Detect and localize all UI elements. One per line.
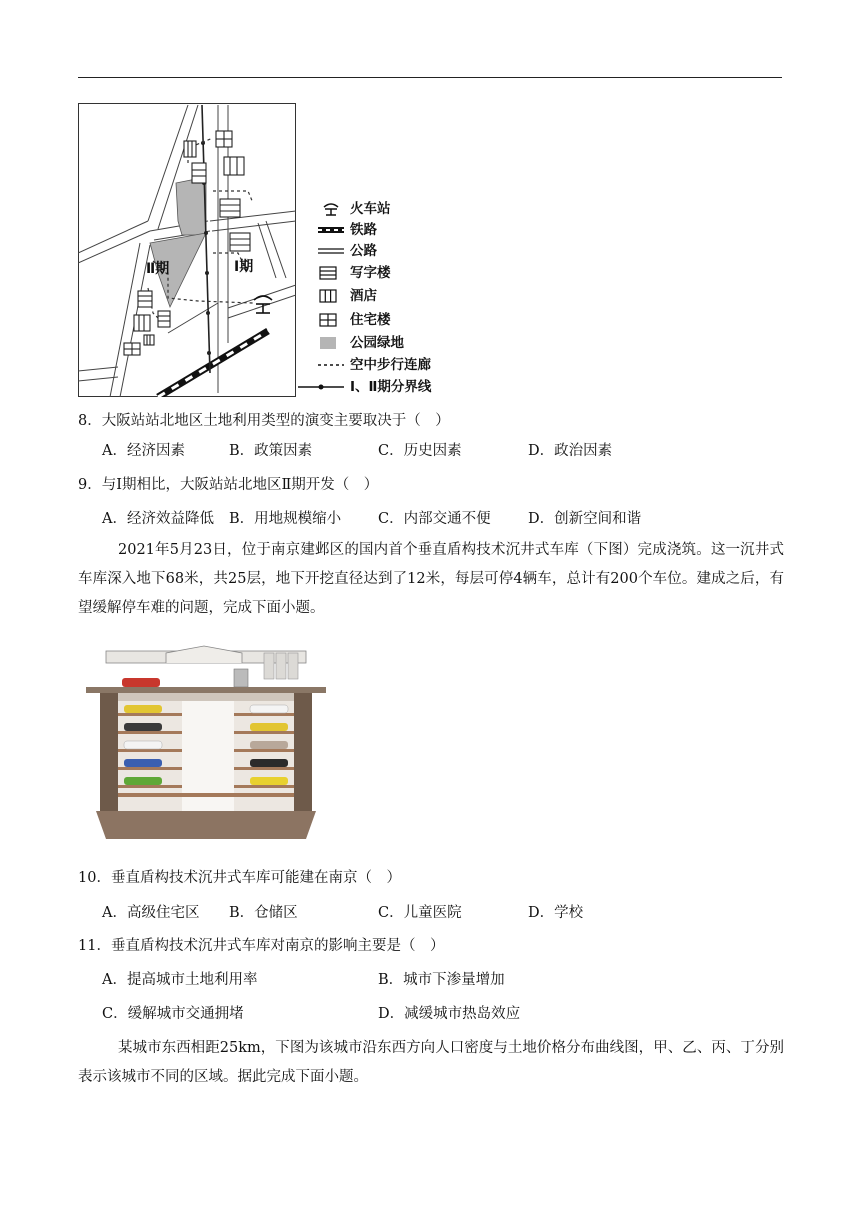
legend-item: 火车站 bbox=[318, 199, 391, 219]
q9-option-b[interactable]: B．用地规模缩小 bbox=[229, 511, 342, 527]
hotel-icon bbox=[318, 289, 344, 303]
office-building-icon bbox=[318, 266, 344, 280]
phase-boundary-icon bbox=[298, 380, 344, 394]
train-station-icon bbox=[318, 202, 344, 216]
question-10-stem: 10．垂直盾构技术沉井式车库可能建在南京（ ） bbox=[78, 870, 401, 886]
phase1-label: Ⅰ期 bbox=[234, 259, 254, 275]
header-rule bbox=[78, 77, 782, 78]
legend-item: 住宅楼 bbox=[318, 310, 391, 330]
passage-city-density: 某城市东西相距25km，下图为该城市沿东西方向人口密度与土地价格分布曲线图，甲、乙、丙、丁分别表示该城市不同的区域。据此完成下面小题。 bbox=[78, 1040, 784, 1085]
q9-option-a[interactable]: A．经济效益降低 bbox=[102, 511, 214, 527]
osaka-map bbox=[78, 103, 296, 397]
park-green-icon bbox=[318, 336, 344, 350]
q8-option-c[interactable]: C．历史因素 bbox=[378, 443, 462, 459]
question-11-stem: 11．垂直盾构技术沉井式车库对南京的影响主要是（ ） bbox=[78, 938, 445, 954]
road-icon bbox=[318, 244, 344, 258]
sinking-well-garage-figure bbox=[86, 643, 326, 843]
passage-garage: 2021年5月23日，位于南京建邺区的国内首个垂直盾构技术沉井式车库（下图）完成浇筑。这一沉井式车库深入地下68米，共25层，地下开挖直径达到了12米，每层可停4辆车，总计有200个车位。建成之后，有望缓解停车难的问题，完成下面小题。 bbox=[78, 542, 784, 616]
question-9-stem: 9．与Ⅰ期相比，大阪站站北地区Ⅱ期开发（ ） bbox=[78, 477, 379, 493]
q11-option-c[interactable]: C．缓解城市交通拥堵 bbox=[102, 1006, 244, 1022]
railway-icon bbox=[318, 223, 344, 237]
q8-option-d[interactable]: D．政治因素 bbox=[528, 443, 613, 459]
sky-walkway-icon bbox=[318, 358, 344, 372]
legend-item: 写字楼 bbox=[318, 263, 391, 283]
legend-item: Ⅰ、Ⅱ期分界线 bbox=[298, 377, 431, 397]
phase2-label: Ⅱ期 bbox=[146, 261, 170, 277]
q10-option-a[interactable]: A．高级住宅区 bbox=[102, 905, 200, 921]
q10-option-b[interactable]: B．仓储区 bbox=[229, 905, 298, 921]
q10-option-c[interactable]: C．儿童医院 bbox=[378, 905, 462, 921]
legend-item: 空中步行连廊 bbox=[318, 355, 431, 375]
legend-item: 公路 bbox=[318, 241, 377, 261]
question-8-stem: 8．大阪站站北地区土地利用类型的演变主要取决于（ ） bbox=[78, 413, 450, 429]
legend-item: 铁路 bbox=[318, 220, 377, 240]
legend-item: 公园绿地 bbox=[318, 333, 404, 353]
q8-option-b[interactable]: B．政策因素 bbox=[229, 443, 313, 459]
legend-item: 酒店 bbox=[318, 286, 377, 306]
q10-option-d[interactable]: D．学校 bbox=[528, 905, 584, 921]
q8-option-a[interactable]: A．经济因素 bbox=[102, 443, 185, 459]
q9-option-d[interactable]: D．创新空间和谐 bbox=[528, 511, 642, 527]
q11-option-b[interactable]: B．城市下渗量增加 bbox=[378, 972, 505, 988]
q9-option-c[interactable]: C．内部交通不便 bbox=[378, 511, 491, 527]
q11-option-d[interactable]: D．减缓城市热岛效应 bbox=[378, 1006, 521, 1022]
q11-option-a[interactable]: A．提高城市土地利用率 bbox=[102, 972, 258, 988]
residential-building-icon bbox=[318, 313, 344, 327]
